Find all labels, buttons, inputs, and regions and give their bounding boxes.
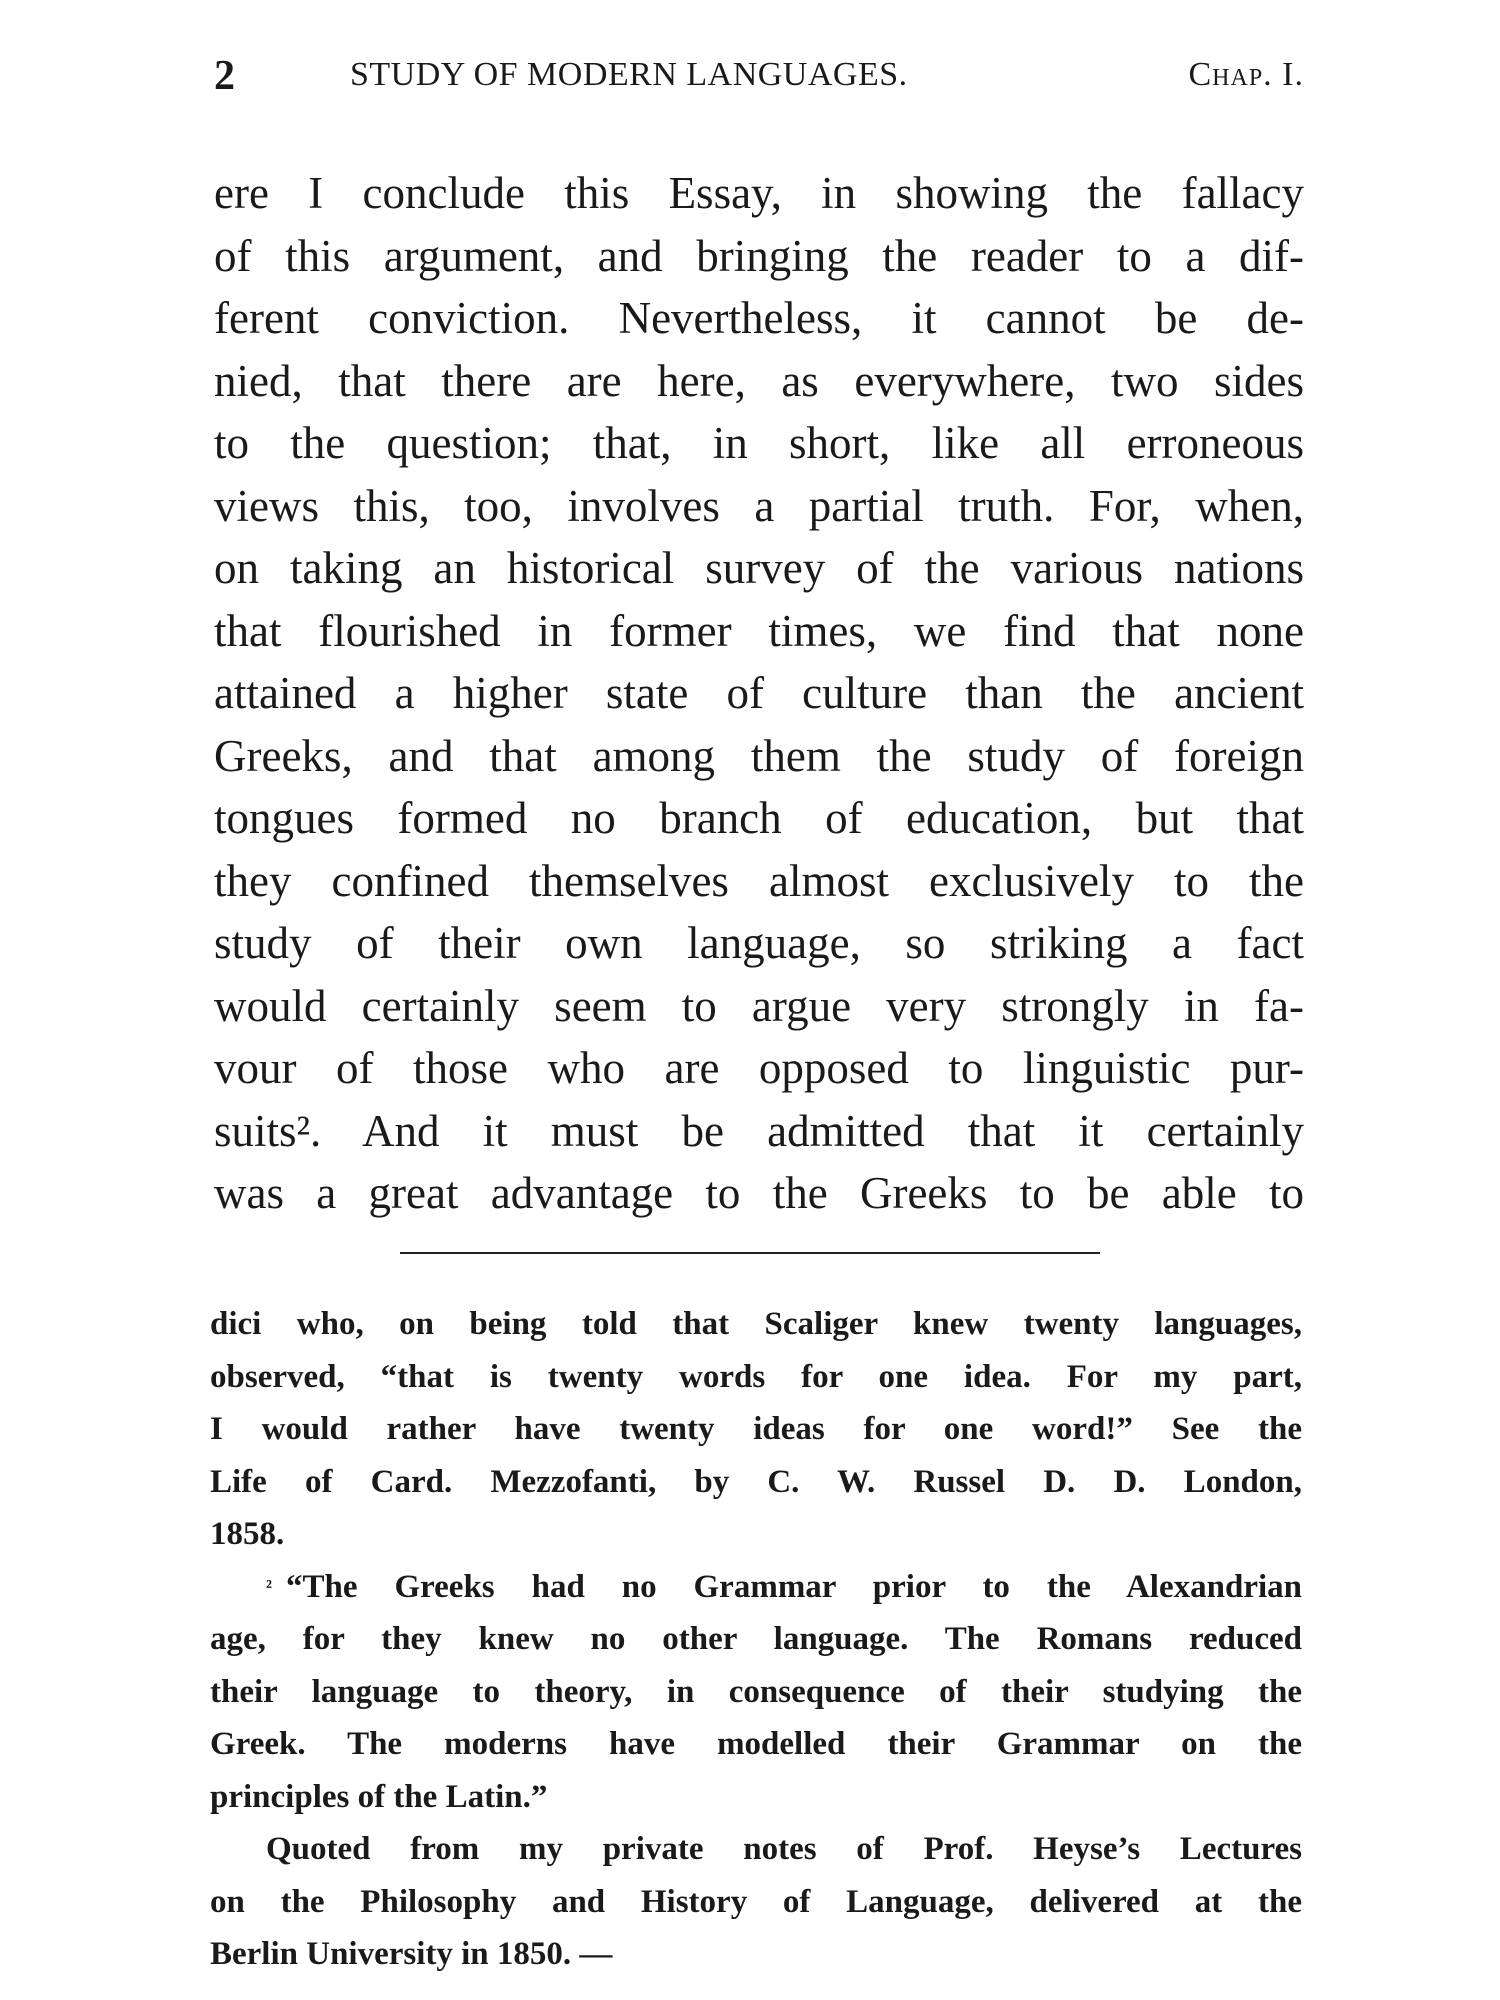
body-line: vour of those who are opposed to linguistic pur- bbox=[214, 1043, 1304, 1093]
footnote-line: Berlin University in 1850. — bbox=[210, 1936, 613, 1972]
footnote-line: their language to theory, in consequence of their studying the bbox=[210, 1673, 1302, 1710]
body-line: to the question; that, in short, like all erroneous bbox=[214, 418, 1304, 468]
footnote-2-first-line bbox=[210, 1561, 1302, 1614]
footnote-line: Life of Card. Mezzofanti, by C. W. Russel D. D. London, bbox=[210, 1463, 1302, 1500]
footnote-line: Greek. The moderns have modelled their Grammar on the bbox=[210, 1726, 1302, 1762]
running-title: STUDY OF MODERN LANGUAGES. bbox=[350, 56, 908, 93]
body-line: that flourished in former times, we find that none bbox=[214, 605, 1304, 656]
page-number: 2 bbox=[214, 53, 235, 99]
body-line: views this, too, involves a partial truth. For, when, bbox=[214, 480, 1304, 531]
body-line: attained a higher state of culture than the ancient bbox=[214, 668, 1304, 718]
footnote-line: Quoted from my private notes of Prof. Heyse’s Lectures bbox=[266, 1831, 1302, 1867]
body-line: on taking an historical survey of the various nations bbox=[214, 543, 1304, 593]
footnote-line: “The Greeks had no Grammar prior to the Alexandrian bbox=[286, 1568, 1302, 1605]
body-line: study of their own language, so striking a fact bbox=[214, 918, 1304, 968]
footnote-source-quote bbox=[210, 1823, 1302, 1981]
body-line: of this argument, and bringing the reader to a dif- bbox=[214, 230, 1304, 281]
body-line: was a great advantage to the Greeks to be able to bbox=[214, 1168, 1304, 1218]
body-line: suits². And it must be admitted that it certainly bbox=[214, 1105, 1304, 1156]
footnote-line: dici who, on being told that Scaliger knew twenty languages, bbox=[210, 1306, 1302, 1342]
running-head bbox=[214, 52, 1304, 112]
footnote-line: I would rather have twenty ideas for one word!” See the bbox=[210, 1411, 1302, 1447]
footnote-line: observed, “that is twenty words for one idea. For my part, bbox=[210, 1358, 1302, 1395]
footnote-line: on the Philosophy and History of Language, delivered at the bbox=[210, 1883, 1302, 1920]
body-text bbox=[214, 162, 1304, 1225]
footnote-marker: ² bbox=[266, 1575, 272, 1598]
footnote-line: age, for they knew no other language. The Romans reduced bbox=[210, 1621, 1302, 1657]
body-line: they confined themselves almost exclusively to the bbox=[214, 855, 1304, 906]
body-line: tongues formed no branch of education, but that bbox=[214, 793, 1304, 843]
footnote-divider bbox=[400, 1252, 1100, 1254]
body-line: Greeks, and that among them the study of foreign bbox=[214, 730, 1304, 781]
body-line: ferent conviction. Nevertheless, it cannot be de- bbox=[214, 293, 1304, 343]
footnotes bbox=[210, 1298, 1302, 1981]
chapter-label: Chap. I. bbox=[1188, 56, 1304, 93]
body-line: ere I conclude this Essay, in showing the fallacy bbox=[214, 168, 1304, 218]
footnote-line: 1858. bbox=[210, 1516, 285, 1552]
footnote-line: principles of the Latin.” bbox=[210, 1778, 548, 1815]
body-line: would certainly seem to argue very strongly in fa- bbox=[214, 980, 1304, 1031]
body-line: nied, that there are here, as everywhere, two sides bbox=[214, 355, 1304, 406]
